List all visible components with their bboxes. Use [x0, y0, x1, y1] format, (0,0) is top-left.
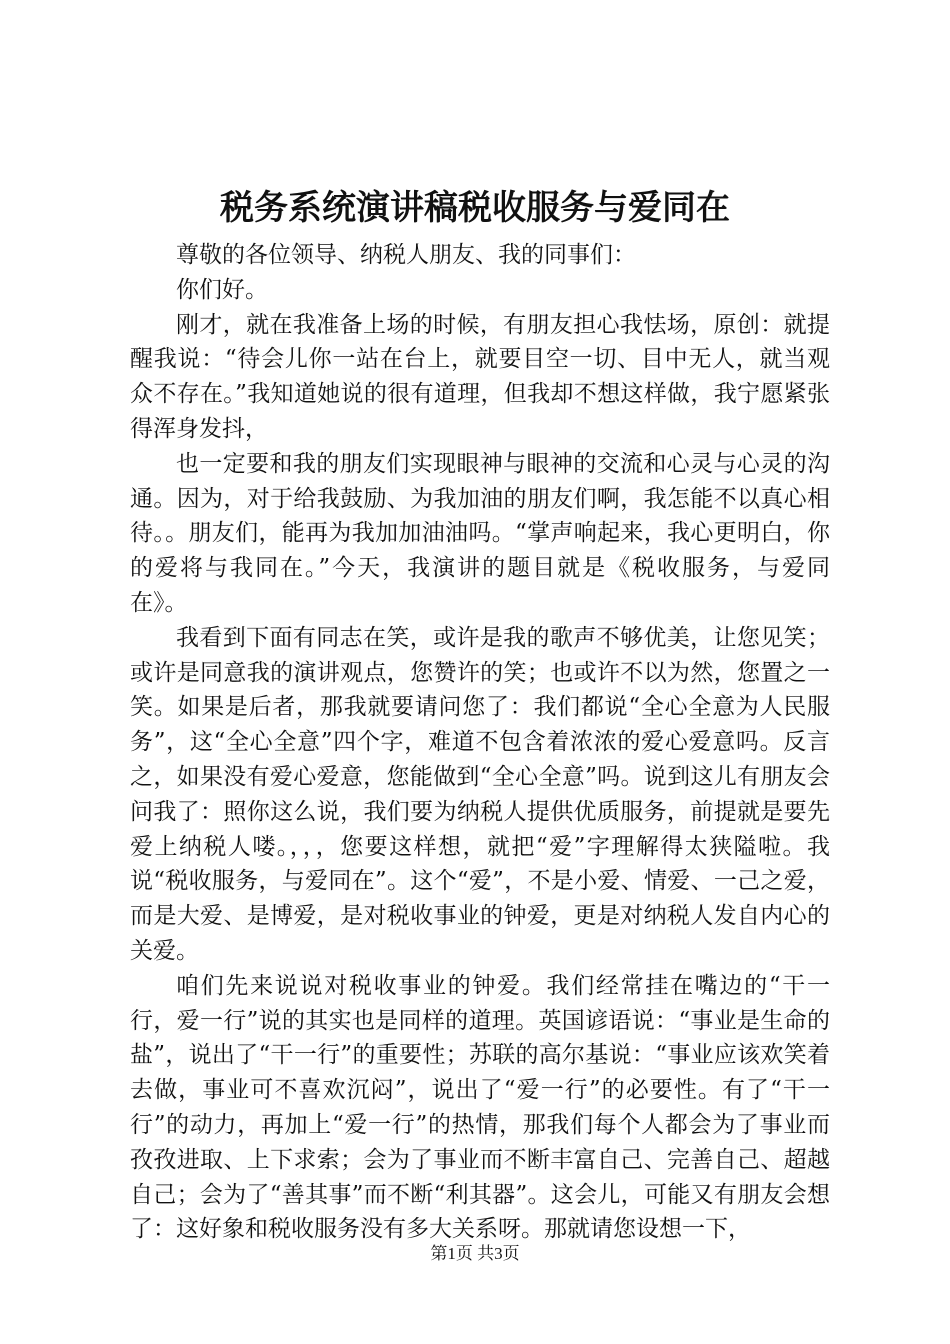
paragraph-salutation: 尊敬的各位领导、纳税人朋友、我的同事们：	[176, 242, 636, 268]
paragraph-3: 我看到下面有同志在笑，或许是我的歌声不够优美，让您见笑；或许是同意我的演讲观点，您赞许的笑；也或许不以为然，您置之一笑。如果是后者，那我就要请问您了：我们都说“全心全意为人民服务”，这“全心全意”四个字，难道不包含着浓浓的爱心爱意吗。反言之，如果没有爱心爱意，您能做到“全心全意”吗。说到这儿有朋友会问我了：照你这么说，我们要为纳税人提供优质服务，前提就是要先爱上纳税人喽。，，，您要这样想，就把“爱”字理解得太狭隘啦。我说“税收服务，与爱同在”。这个“爱”，不是小爱、情爱、一己之爱，而是大爱、是博爱，是对税收事业的钟爱，更是对纳税人发自内心的关爱。	[130, 624, 830, 964]
paragraph-4: 咱们先来说说对税收事业的钟爱。我们经常挂在嘴边的“干一行，爱一行”说的其实也是同样的道理。英国谚语说：“事业是生命的盐”，说出了“干一行”的重要性；苏联的高尔基说：“事业应该欢笑着去做，事业可不喜欢沉闷”，说出了“爱一行”的必要性。有了“干一行”的动力，再加上“爱一行”的热情，那我们每个人都会为了事业而孜孜进取、上下求索；会为了事业而不断丰富自己、完善自己、超越自己；会为了“善其事”而不断“利其器”。这会儿，可能又有朋友会想了：这好象和税收服务没有多大关系呀。那就请您设想一下，	[130, 972, 830, 1243]
document-title: 税务系统演讲稿税收服务与爱同在	[220, 188, 730, 228]
page-number-footer: 第1页 共3页	[430, 1244, 520, 1263]
paragraph-2: 也一定要和我的朋友们实现眼神与眼神的交流和心灵与心灵的沟通。因为，对于给我鼓励、为我加油的朋友们啊，我怎能不以真心相待。。朋友们，能再为我加加油油吗。“掌声响起来，我心更明白，你的爱将与我同在。”今天，我演讲的题目就是《税收服务，与爱同在》。	[130, 450, 830, 616]
document-body	[130, 238, 830, 1247]
paragraph-1: 刚才，就在我准备上场的时候，有朋友担心我怯场，原创：就提醒我说：“待会儿你一站在台上，就要目空一切、目中无人，就当观众不存在。”我知道她说的很有道理，但我却不想这样做，我宁愿紧张得浑身发抖，	[130, 311, 830, 442]
paragraph-greeting: 你们好。	[176, 276, 268, 303]
